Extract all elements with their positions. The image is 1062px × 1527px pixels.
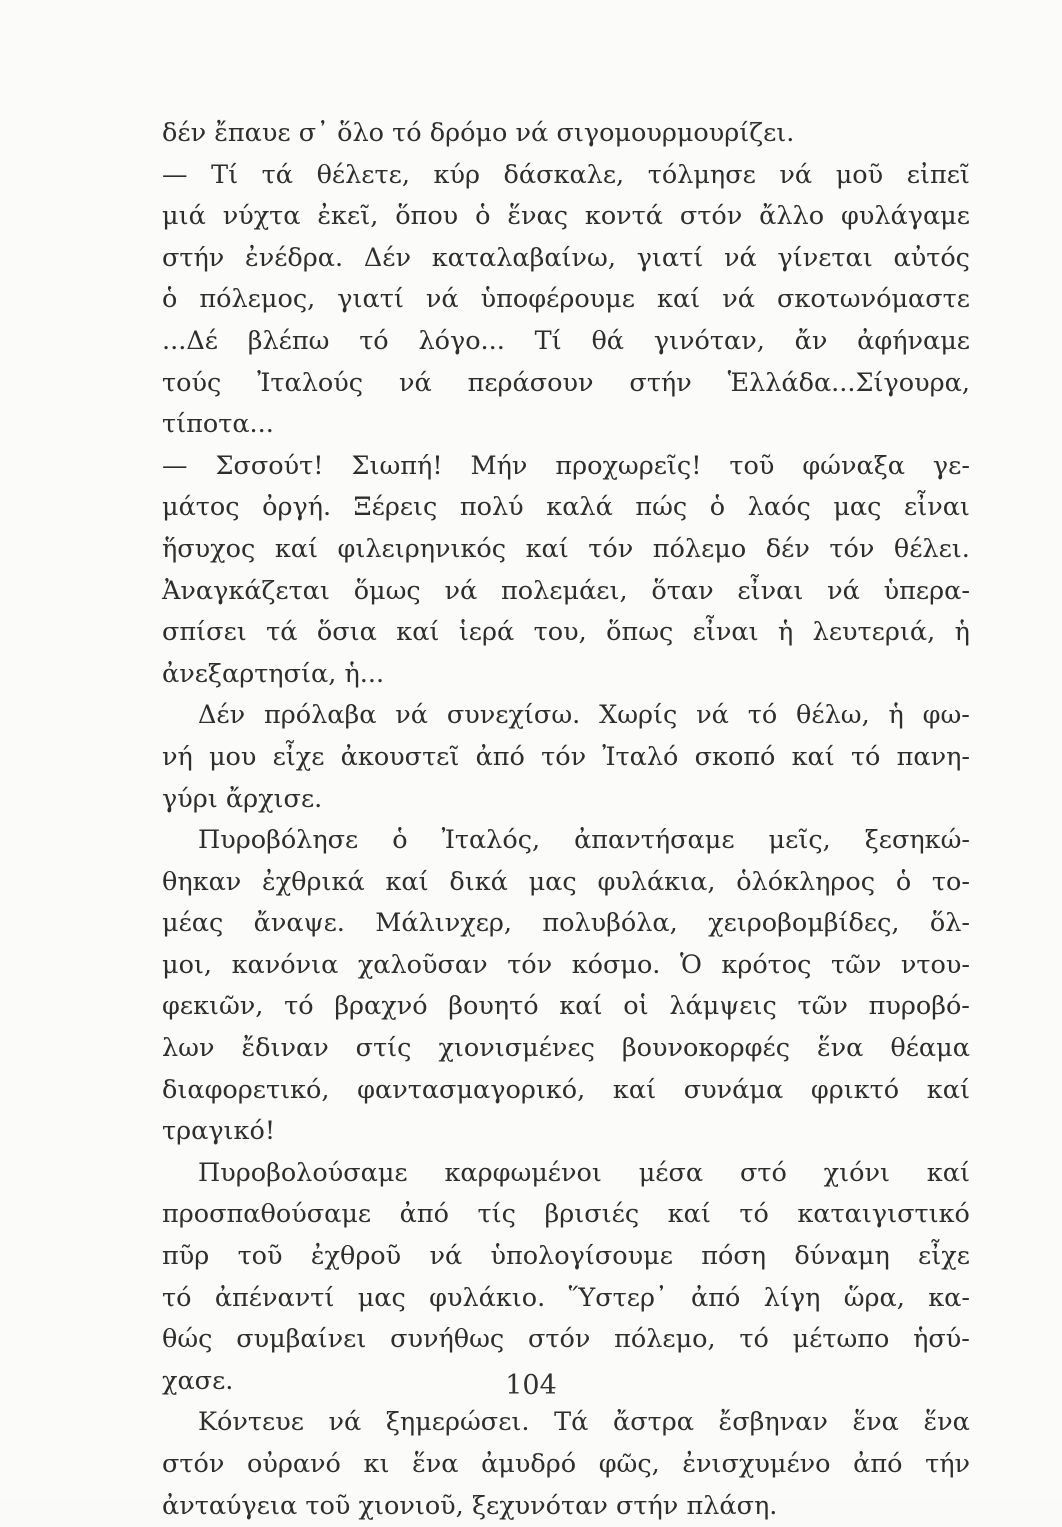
text-line: Ἀναγκάζεται ὅμως νά πολεμάει, ὅταν εἶναι νά ὑπερα- xyxy=(162,575,970,606)
text-line: προσπαθούσαμε ἀπό τίς βρισιές καί τό καταιγιστικό xyxy=(162,1199,970,1230)
text-line: νή μου εἶχε ἀκουστεῖ ἀπό τόν Ἰταλό σκοπό καί τό πανη- xyxy=(162,741,970,772)
text-line: Κόντευε νά ξημερώσει. Τά ἄστρα ἔσβηναν ἕνα ἕνα xyxy=(198,1407,970,1438)
text-line: μάτος ὀργή. Ξέρεις πολύ καλά πώς ὁ λαός μας εἶναι xyxy=(162,492,970,523)
text-line: στήν ἐνέδρα. Δέν καταλαβαίνω, γιατί νά γίνεται αὐτός xyxy=(162,242,970,273)
text-line: δέν ἔπαυε σ᾽ ὅλο τό δρόμο νά σιγομουρμουρίζει. xyxy=(162,118,795,148)
text-line: φεκιῶν, τό βραχνό βουητό καί οἱ λάμψεις τῶν πυροβό- xyxy=(162,991,970,1022)
text-line: — Σσσούτ! Σιωπή! Μήν προχωρεῖς! τοῦ φώναξα γε- xyxy=(162,450,970,481)
text-line: μιά νύχτα ἐκεῖ, ὅπου ὁ ἕνας κοντά στόν ἄλλο φυλάγαμε xyxy=(162,201,970,232)
page-text xyxy=(162,113,970,1527)
text-line: πῦρ τοῦ ἐχθροῦ νά ὑπολογίσουμε πόση δύναμη εἶχε xyxy=(162,1241,970,1272)
text-line: διαφορετικό, φαντασμαγορικό, καί συνάμα φρικτό καί xyxy=(162,1074,970,1105)
text-line: — Τί τά θέλετε, κύρ δάσκαλε, τόλμησε νά μοῦ εἰπεῖ xyxy=(162,159,970,190)
text-line: ἀνταύγεια τοῦ χιονιοῦ, ξεχυνόταν στήν πλάση. xyxy=(162,1490,778,1521)
text-line: τούς Ἰταλούς νά περάσουν στήν Ἑλλάδα...Σίγουρα, xyxy=(162,367,970,398)
page-number: 104 xyxy=(505,1370,557,1401)
text-line: μέας ἄναψε. Μάλινχερ, πολυβόλα, χειροβομβίδες, ὅλ- xyxy=(162,908,970,939)
text-line: Δέν πρόλαβα νά συνεχίσω. Χωρίς νά τό θέλω, ἡ φω- xyxy=(198,700,970,731)
text-line: θώς συμβαίνει συνήθως στόν πόλεμο, τό μέτωπο ἡσύ- xyxy=(162,1324,970,1355)
text-line: ὁ πόλεμος, γιατί νά ὑποφέρουμε καί νά σκοτωνόμαστε xyxy=(162,284,970,315)
text-line: τραγικό! xyxy=(162,1116,276,1147)
text-line: Πυροβόλησε ὁ Ἰταλός, ἀπαντήσαμε μεῖς, ξεσηκώ- xyxy=(198,825,970,856)
text-line: γύρι ἄρχισε. xyxy=(162,783,323,814)
text-line: χασε. xyxy=(162,1365,234,1396)
text-line: σπίσει τά ὅσια καί ἱερά του, ὅπως εἶναι ἡ λευτεριά, ἡ xyxy=(162,617,970,648)
text-line: ἀνεξαρτησία, ἡ... xyxy=(162,658,385,689)
text-line: μοι, κανόνια χαλοῦσαν τόν κόσμο. Ὁ κρότος τῶν ντου- xyxy=(162,949,970,980)
text-line: ἥσυχος καί φιλειρηνικός καί τόν πόλεμο δέν τόν θέλει. xyxy=(162,533,970,564)
text-line: θηκαν ἐχθρικά καί δικά μας φυλάκια, ὁλόκληρος ὁ το- xyxy=(162,866,970,897)
text-line: λων ἔδιναν στίς χιονισμένες βουνοκορφές ἕνα θέαμα xyxy=(162,1033,970,1064)
text-line: ...Δέ βλέπω τό λόγο... Τί θά γινόταν, ἄν ἀφήναμε xyxy=(162,325,970,356)
text-line: τό ἀπέναντί μας φυλάκιο. Ὕστερ᾽ ἀπό λίγη ὥρα, κα- xyxy=(162,1282,970,1313)
text-line: στόν οὐρανό κι ἕνα ἀμυδρό φῶς, ἐνισχυμένο ἀπό τήν xyxy=(162,1449,970,1479)
text-line: Πυροβολούσαμε καρφωμένοι μέσα στό χιόνι καί xyxy=(198,1157,970,1188)
text-line: τίποτα... xyxy=(162,409,274,440)
